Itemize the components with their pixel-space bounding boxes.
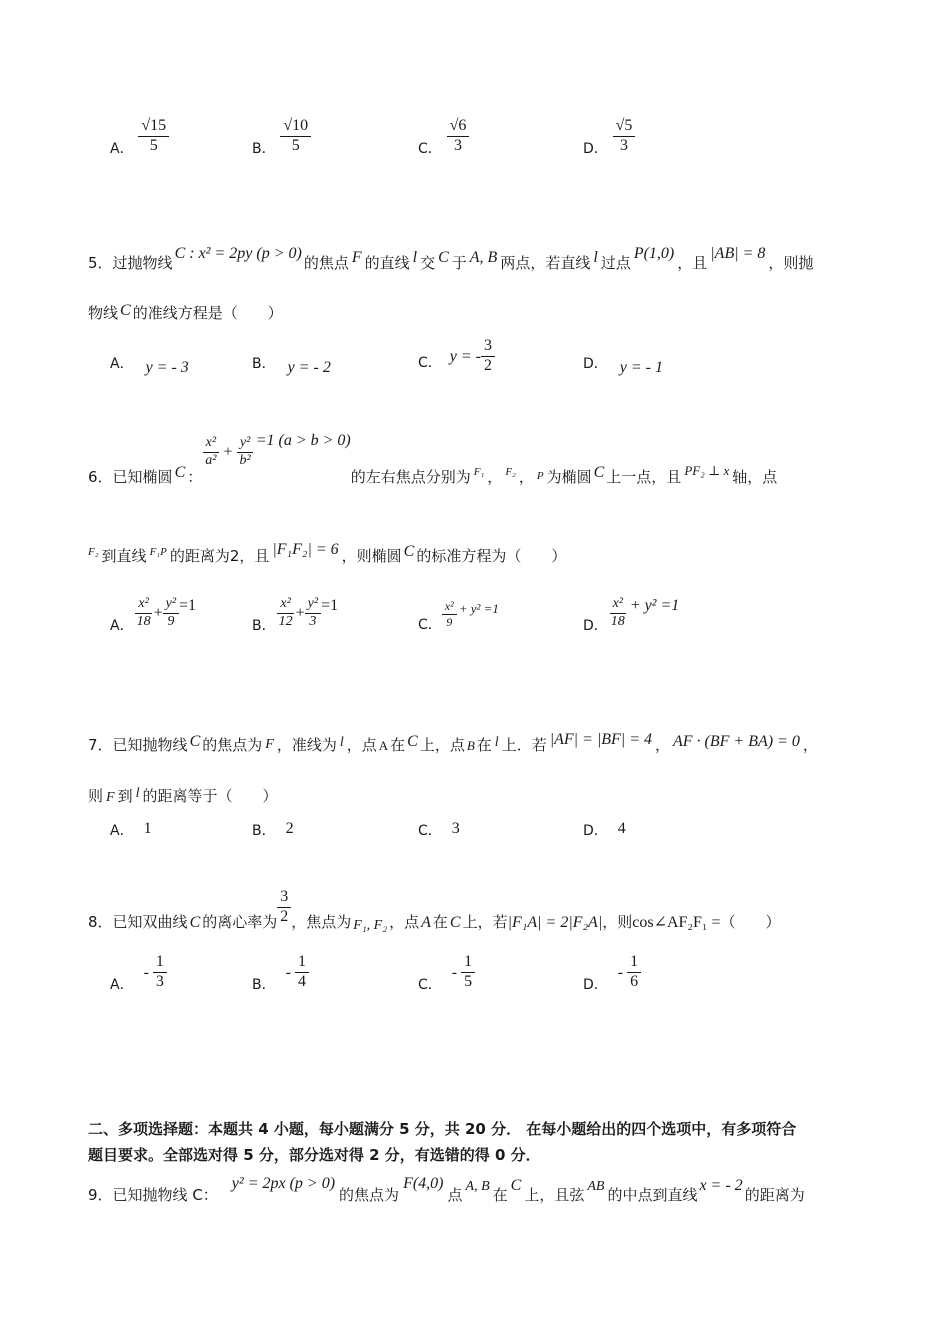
q4-option-d: D． $\frac{√5}{3}$ (583, 118, 635, 155)
q7-option-b: B． 2 (252, 820, 294, 839)
q6-line2: $^{F_2}$ 到直线 $^{F_1P}$ 的距离为2，且 |F₁F₂| = 6 ，则椭圆 C 的标准方程为（ ） (88, 541, 567, 565)
q5-parabola-equation: C : x² = 2py (p > 0) (174, 245, 302, 262)
q5-option-b: B． y = - 2 (252, 356, 331, 376)
q6-eq-y-frac: $\frac{\text{y²}}{\text{b²}}$ (236, 436, 253, 468)
q4-c-fraction: $\frac{√6}{3}$ (447, 118, 470, 155)
q6-option-b: B． $\frac{\text{x²}}{12}$ + $\frac{\text{y²}}{3}$ =1 (252, 596, 339, 634)
q8-eccentricity: $\frac{3}{2}$ (277, 889, 291, 926)
q7-option-c: C． 3 (418, 820, 460, 839)
q9-parabola-equation: y² = 2px (p > 0) (231, 1175, 336, 1192)
q5-option-c: C． y = - $\frac{3}{2}$ (418, 338, 495, 375)
q4-a-fraction: $\frac{√15}{5}$ (138, 118, 169, 155)
q6-option-a: A． $\frac{\text{x²}}{18}$ + $\frac{\text{y²}}{9}$ =1 (110, 596, 197, 634)
q4-b-fraction: $\frac{√10}{5}$ (280, 118, 311, 155)
q5-line2: 物线 C 的准线方程是（ ） (88, 302, 283, 322)
section-2-line-2: 题目要求。全部选对得 5 分，部分选对得 2 分，有选错的得 0 分． (88, 1146, 541, 1164)
q6-option-c: C． $\frac{\text{x²}}{9}$ + y² =1 (418, 599, 499, 633)
q7-option-a: A． 1 (110, 820, 152, 839)
q7-line2: 则 F 到 l 的距离等于（ ） (88, 786, 278, 805)
q4-option-b: B． $\frac{√10}{5}$ (252, 118, 311, 155)
q8-option-a: A．- $\frac{1}{3}$ (110, 954, 167, 991)
q8-line1: 8．已知双曲线 C 的离心率为 $\frac{3}{2}$ ，焦点为 F₁, F₂ ，点 A 在 C 上，若|F₁A| = 2|F₂A|，则cos∠AF₂F₁ =（ ） (88, 888, 781, 933)
q5-line1: 5．过抛物线C : x² = 2py (p > 0)的焦点 F 的直线 l 交 C 于 A, B 两点，若直线 l 过点P(1,0)，且|AB| = 8，则抛 (88, 245, 814, 272)
q5-option-d: D． y = - 1 (583, 356, 664, 376)
section-2-line-1: 二、多项选择题：本题共 4 小题，每小题满分 5 分，共 20 分． 在每小题给出的四个选项中，有多项符合 (88, 1120, 797, 1138)
q5-option-a: A． y = - 3 (110, 356, 189, 376)
q8-option-b: B．- $\frac{1}{4}$ (252, 954, 309, 991)
q6-option-d: D． $\frac{\text{x²}}{18}$ + y² =1 (583, 596, 680, 634)
q4-option-a: A． $\frac{√15}{5}$ (110, 118, 169, 155)
q9-line1: 9．已知抛物线 C：y² = 2px (p > 0)的焦点为F(4,0)点 A, B 在C上，且弦 AB 的中点到直线x = - 2的距离为 (88, 1175, 805, 1204)
q6-line1: 6．已知椭圆 C ： $\frac{\text{x²}}{\text{a²}}$ + $\frac{\text{y²}}{\text{b²}}$ =1 (a > b > 0)的左右焦点分别为 $_{F_1}$ ， $_{F_2}$ ， $_P$ 为椭圆 C 上一点，且 PF₂ ⊥ x 轴，点 (88, 431, 778, 486)
q8-option-d: D．- $\frac{1}{6}$ (583, 954, 641, 991)
q7-option-d: D． 4 (583, 820, 626, 839)
q8-option-c: C．- $\frac{1}{5}$ (418, 954, 475, 991)
q4-d-fraction: $\frac{√5}{3}$ (613, 118, 636, 155)
q7-line1: 7．已知抛物线 C 的焦点为 F ，准线为 l ，点 A 在 C 上，点 B 在 l 上．若 |AF| = |BF| = 4 ， AF · (BF + BA) = 0 ， (88, 731, 818, 754)
q4-option-c: C． $\frac{√6}{3}$ (418, 118, 469, 155)
q6-eq-x-frac: $\frac{\text{x²}}{\text{a²}}$ (202, 436, 219, 468)
